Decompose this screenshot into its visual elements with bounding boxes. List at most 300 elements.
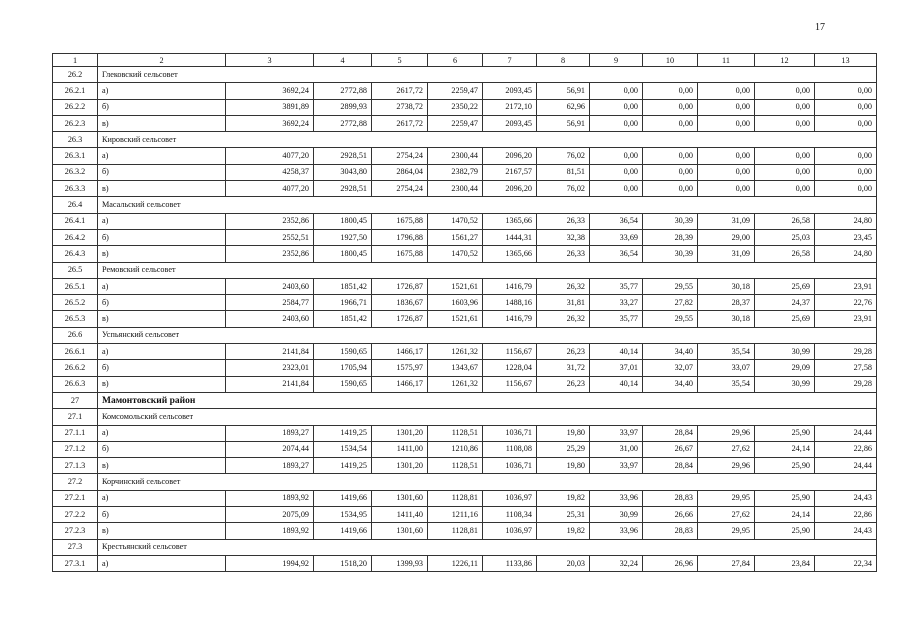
value-cell: 0,00 xyxy=(643,181,698,197)
value-cell: 0,00 xyxy=(755,83,815,99)
value-cell: 2899,93 xyxy=(314,99,372,115)
row-code: 26.2.2 xyxy=(53,99,98,115)
row-code: 26.2.1 xyxy=(53,83,98,99)
value-cell: 23,84 xyxy=(755,555,815,571)
column-number-row xyxy=(53,54,877,67)
row-variant-label: а) xyxy=(98,490,226,506)
value-cell: 2074,44 xyxy=(226,441,314,457)
row-code: 26.3.2 xyxy=(53,164,98,180)
value-cell: 26,96 xyxy=(643,555,698,571)
column-number-header: 1 xyxy=(53,54,98,67)
section-title: Успьянский сельсовет xyxy=(98,327,877,343)
value-cell: 35,77 xyxy=(590,311,643,327)
section-row xyxy=(53,539,877,555)
table-row xyxy=(53,278,877,294)
section-row xyxy=(53,327,877,343)
row-variant-label: а) xyxy=(98,278,226,294)
value-cell: 31,00 xyxy=(590,441,643,457)
value-cell: 81,51 xyxy=(537,164,590,180)
column-number-header: 13 xyxy=(815,54,877,67)
value-cell: 29,96 xyxy=(698,458,755,474)
column-number-header: 8 xyxy=(537,54,590,67)
value-cell: 4077,20 xyxy=(226,148,314,164)
value-cell: 0,00 xyxy=(590,115,643,131)
row-code: 27.1.2 xyxy=(53,441,98,457)
value-cell: 40,14 xyxy=(590,376,643,392)
value-cell: 1534,54 xyxy=(314,441,372,457)
column-number-header: 3 xyxy=(226,54,314,67)
value-cell: 22,76 xyxy=(815,295,877,311)
section-row xyxy=(53,474,877,490)
value-cell: 1211,16 xyxy=(428,507,483,523)
section-title: Корчинский сельсовет xyxy=(98,474,877,490)
value-cell: 34,40 xyxy=(643,376,698,392)
value-cell: 2403,60 xyxy=(226,278,314,294)
value-cell: 1301,20 xyxy=(372,425,428,441)
value-cell: 26,32 xyxy=(537,278,590,294)
value-cell: 4077,20 xyxy=(226,181,314,197)
table-row xyxy=(53,507,877,523)
value-cell: 24,14 xyxy=(755,507,815,523)
value-cell: 2754,24 xyxy=(372,181,428,197)
value-cell: 19,82 xyxy=(537,523,590,539)
value-cell: 25,90 xyxy=(755,458,815,474)
value-cell: 20,03 xyxy=(537,555,590,571)
value-cell: 0,00 xyxy=(815,99,877,115)
column-number-header: 9 xyxy=(590,54,643,67)
value-cell: 28,37 xyxy=(698,295,755,311)
section-row xyxy=(53,262,877,278)
value-cell: 1675,88 xyxy=(372,246,428,262)
row-code: 27.3.1 xyxy=(53,555,98,571)
row-code: 26.2 xyxy=(53,67,98,83)
value-cell: 0,00 xyxy=(815,164,877,180)
value-cell: 2300,44 xyxy=(428,148,483,164)
value-cell: 1893,27 xyxy=(226,425,314,441)
row-variant-label: б) xyxy=(98,99,226,115)
value-cell: 1411,00 xyxy=(372,441,428,457)
value-cell: 0,00 xyxy=(698,99,755,115)
value-cell: 24,80 xyxy=(815,213,877,229)
value-cell: 33,27 xyxy=(590,295,643,311)
value-cell: 0,00 xyxy=(590,83,643,99)
row-variant-label: а) xyxy=(98,555,226,571)
table-row xyxy=(53,376,877,392)
value-cell: 36,54 xyxy=(590,213,643,229)
section-title: Комсомольский сельсовет xyxy=(98,409,877,425)
section-title: Крестьянский сельсовет xyxy=(98,539,877,555)
value-cell: 1261,32 xyxy=(428,344,483,360)
table-row xyxy=(53,425,877,441)
value-cell: 0,00 xyxy=(590,181,643,197)
value-cell: 1365,66 xyxy=(483,246,537,262)
value-cell: 31,72 xyxy=(537,360,590,376)
row-code: 26.4.1 xyxy=(53,213,98,229)
value-cell: 19,80 xyxy=(537,458,590,474)
value-cell: 36,54 xyxy=(590,246,643,262)
value-cell: 1796,88 xyxy=(372,229,428,245)
value-cell: 1575,97 xyxy=(372,360,428,376)
value-cell: 1726,87 xyxy=(372,278,428,294)
value-cell: 0,00 xyxy=(698,83,755,99)
value-cell: 29,28 xyxy=(815,376,877,392)
value-cell: 33,96 xyxy=(590,490,643,506)
value-cell: 31,09 xyxy=(698,246,755,262)
value-cell: 23,91 xyxy=(815,278,877,294)
value-cell: 25,90 xyxy=(755,523,815,539)
value-cell: 0,00 xyxy=(590,148,643,164)
value-cell: 2552,51 xyxy=(226,229,314,245)
value-cell: 26,58 xyxy=(755,213,815,229)
row-code: 26.6.3 xyxy=(53,376,98,392)
value-cell: 25,69 xyxy=(755,311,815,327)
value-cell: 2172,10 xyxy=(483,99,537,115)
table-row xyxy=(53,83,877,99)
value-cell: 0,00 xyxy=(698,115,755,131)
row-code: 26.6.1 xyxy=(53,344,98,360)
table-row xyxy=(53,99,877,115)
value-cell: 25,90 xyxy=(755,425,815,441)
value-cell: 1603,96 xyxy=(428,295,483,311)
value-cell: 0,00 xyxy=(590,164,643,180)
value-cell: 35,54 xyxy=(698,376,755,392)
row-code: 26.6 xyxy=(53,327,98,343)
value-cell: 1893,92 xyxy=(226,490,314,506)
section-title: Мамонтовский район xyxy=(98,392,877,408)
value-cell: 1128,81 xyxy=(428,490,483,506)
value-cell: 31,09 xyxy=(698,213,755,229)
row-code: 26.5.3 xyxy=(53,311,98,327)
column-number-header: 12 xyxy=(755,54,815,67)
row-variant-label: в) xyxy=(98,115,226,131)
value-cell: 3692,24 xyxy=(226,83,314,99)
row-code: 27.2.1 xyxy=(53,490,98,506)
value-cell: 2772,88 xyxy=(314,115,372,131)
value-cell: 1521,61 xyxy=(428,278,483,294)
column-number-header: 4 xyxy=(314,54,372,67)
value-cell: 2141,84 xyxy=(226,376,314,392)
value-cell: 2382,79 xyxy=(428,164,483,180)
value-cell: 1851,42 xyxy=(314,311,372,327)
value-cell: 2928,51 xyxy=(314,181,372,197)
value-cell: 1470,52 xyxy=(428,213,483,229)
value-cell: 1226,11 xyxy=(428,555,483,571)
value-cell: 1521,61 xyxy=(428,311,483,327)
value-cell: 26,23 xyxy=(537,344,590,360)
section-row xyxy=(53,67,877,83)
value-cell: 1466,17 xyxy=(372,344,428,360)
value-cell: 29,96 xyxy=(698,425,755,441)
value-cell: 1534,95 xyxy=(314,507,372,523)
value-cell: 24,37 xyxy=(755,295,815,311)
value-cell: 30,99 xyxy=(755,376,815,392)
row-code: 26.2.3 xyxy=(53,115,98,131)
value-cell: 32,24 xyxy=(590,555,643,571)
value-cell: 2350,22 xyxy=(428,99,483,115)
value-cell: 25,69 xyxy=(755,278,815,294)
section-row xyxy=(53,132,877,148)
value-cell: 28,83 xyxy=(643,523,698,539)
value-cell: 0,00 xyxy=(755,181,815,197)
column-number-header: 11 xyxy=(698,54,755,67)
page-number: 17 xyxy=(815,22,825,33)
column-number-header: 10 xyxy=(643,54,698,67)
value-cell: 0,00 xyxy=(755,115,815,131)
table-row xyxy=(53,181,877,197)
value-cell: 30,39 xyxy=(643,246,698,262)
row-variant-label: в) xyxy=(98,181,226,197)
row-variant-label: б) xyxy=(98,360,226,376)
value-cell: 24,80 xyxy=(815,246,877,262)
value-cell: 1156,67 xyxy=(483,344,537,360)
value-cell: 30,39 xyxy=(643,213,698,229)
value-cell: 0,00 xyxy=(590,99,643,115)
value-cell: 2300,44 xyxy=(428,181,483,197)
value-cell: 26,33 xyxy=(537,246,590,262)
row-variant-label: б) xyxy=(98,229,226,245)
value-cell: 19,82 xyxy=(537,490,590,506)
value-cell: 1466,17 xyxy=(372,376,428,392)
column-number-header: 6 xyxy=(428,54,483,67)
table-row xyxy=(53,555,877,571)
value-cell: 0,00 xyxy=(815,148,877,164)
value-cell: 26,33 xyxy=(537,213,590,229)
table-row xyxy=(53,523,877,539)
value-cell: 25,29 xyxy=(537,441,590,457)
value-cell: 1365,66 xyxy=(483,213,537,229)
value-cell: 1966,71 xyxy=(314,295,372,311)
table-row xyxy=(53,246,877,262)
value-cell: 1411,40 xyxy=(372,507,428,523)
value-cell: 23,91 xyxy=(815,311,877,327)
row-variant-label: в) xyxy=(98,246,226,262)
value-cell: 1419,66 xyxy=(314,490,372,506)
value-cell: 0,00 xyxy=(643,115,698,131)
value-cell: 0,00 xyxy=(643,83,698,99)
value-cell: 4258,37 xyxy=(226,164,314,180)
value-cell: 37,01 xyxy=(590,360,643,376)
value-cell: 0,00 xyxy=(755,99,815,115)
value-cell: 29,00 xyxy=(698,229,755,245)
value-cell: 62,96 xyxy=(537,99,590,115)
value-cell: 2075,09 xyxy=(226,507,314,523)
value-cell: 2352,86 xyxy=(226,246,314,262)
value-cell: 33,97 xyxy=(590,425,643,441)
value-cell: 0,00 xyxy=(755,164,815,180)
value-cell: 33,07 xyxy=(698,360,755,376)
value-cell: 26,67 xyxy=(643,441,698,457)
value-cell: 1228,04 xyxy=(483,360,537,376)
value-cell: 1561,27 xyxy=(428,229,483,245)
value-cell: 1927,50 xyxy=(314,229,372,245)
value-cell: 1705,94 xyxy=(314,360,372,376)
value-cell: 1343,67 xyxy=(428,360,483,376)
value-cell: 2352,86 xyxy=(226,213,314,229)
value-cell: 3891,89 xyxy=(226,99,314,115)
value-cell: 1590,65 xyxy=(314,344,372,360)
value-cell: 0,00 xyxy=(643,164,698,180)
value-cell: 1800,45 xyxy=(314,213,372,229)
value-cell: 24,14 xyxy=(755,441,815,457)
row-variant-label: а) xyxy=(98,344,226,360)
value-cell: 1488,16 xyxy=(483,295,537,311)
value-cell: 1836,67 xyxy=(372,295,428,311)
value-cell: 28,83 xyxy=(643,490,698,506)
value-cell: 27,62 xyxy=(698,441,755,457)
value-cell: 1416,79 xyxy=(483,278,537,294)
value-cell: 1261,32 xyxy=(428,376,483,392)
row-code: 26.5.1 xyxy=(53,278,98,294)
value-cell: 2928,51 xyxy=(314,148,372,164)
value-cell: 1036,97 xyxy=(483,523,537,539)
value-cell: 29,95 xyxy=(698,523,755,539)
row-code: 27.3 xyxy=(53,539,98,555)
table-row xyxy=(53,164,877,180)
row-variant-label: б) xyxy=(98,164,226,180)
value-cell: 2772,88 xyxy=(314,83,372,99)
row-variant-label: в) xyxy=(98,523,226,539)
value-cell: 29,55 xyxy=(643,278,698,294)
value-cell: 22,86 xyxy=(815,507,877,523)
value-cell: 1419,25 xyxy=(314,425,372,441)
row-code: 27.1.3 xyxy=(53,458,98,474)
value-cell: 27,82 xyxy=(643,295,698,311)
value-cell: 76,02 xyxy=(537,181,590,197)
row-code: 26.4.3 xyxy=(53,246,98,262)
value-cell: 1210,86 xyxy=(428,441,483,457)
row-variant-label: б) xyxy=(98,441,226,457)
value-cell: 32,38 xyxy=(537,229,590,245)
value-cell: 0,00 xyxy=(643,99,698,115)
value-cell: 25,03 xyxy=(755,229,815,245)
value-cell: 1128,51 xyxy=(428,458,483,474)
value-cell: 2617,72 xyxy=(372,83,428,99)
section-title: Масальский сельсовет xyxy=(98,197,877,213)
value-cell: 29,55 xyxy=(643,311,698,327)
value-cell: 30,18 xyxy=(698,311,755,327)
table-row xyxy=(53,344,877,360)
value-cell: 26,32 xyxy=(537,311,590,327)
value-cell: 1036,71 xyxy=(483,425,537,441)
value-cell: 24,44 xyxy=(815,425,877,441)
row-code: 27.2.2 xyxy=(53,507,98,523)
value-cell: 0,00 xyxy=(698,181,755,197)
value-cell: 2259,47 xyxy=(428,83,483,99)
value-cell: 1108,08 xyxy=(483,441,537,457)
row-variant-label: б) xyxy=(98,507,226,523)
value-cell: 30,99 xyxy=(590,507,643,523)
value-cell: 2584,77 xyxy=(226,295,314,311)
row-code: 26.6.2 xyxy=(53,360,98,376)
value-cell: 26,23 xyxy=(537,376,590,392)
row-variant-label: а) xyxy=(98,213,226,229)
section-row xyxy=(53,409,877,425)
value-cell: 2096,20 xyxy=(483,181,537,197)
value-cell: 1156,67 xyxy=(483,376,537,392)
row-code: 27.1 xyxy=(53,409,98,425)
value-cell: 2738,72 xyxy=(372,99,428,115)
value-cell: 26,66 xyxy=(643,507,698,523)
table-row xyxy=(53,458,877,474)
value-cell: 2403,60 xyxy=(226,311,314,327)
value-cell: 27,62 xyxy=(698,507,755,523)
value-cell: 1301,20 xyxy=(372,458,428,474)
value-cell: 0,00 xyxy=(755,148,815,164)
table-body xyxy=(53,67,877,572)
value-cell: 27,58 xyxy=(815,360,877,376)
row-code: 27 xyxy=(53,392,98,408)
value-cell: 1301,60 xyxy=(372,490,428,506)
value-cell: 23,45 xyxy=(815,229,877,245)
value-cell: 33,96 xyxy=(590,523,643,539)
table-row xyxy=(53,115,877,131)
section-row xyxy=(53,197,877,213)
row-variant-label: а) xyxy=(98,148,226,164)
row-code: 26.4.2 xyxy=(53,229,98,245)
value-cell: 1851,42 xyxy=(314,278,372,294)
column-number-header: 5 xyxy=(372,54,428,67)
value-cell: 2096,20 xyxy=(483,148,537,164)
row-variant-label: в) xyxy=(98,376,226,392)
value-cell: 1301,60 xyxy=(372,523,428,539)
value-cell: 76,02 xyxy=(537,148,590,164)
value-cell: 33,69 xyxy=(590,229,643,245)
value-cell: 30,18 xyxy=(698,278,755,294)
value-cell: 1133,86 xyxy=(483,555,537,571)
table-row xyxy=(53,441,877,457)
value-cell: 35,54 xyxy=(698,344,755,360)
value-cell: 1108,34 xyxy=(483,507,537,523)
table-row xyxy=(53,295,877,311)
value-cell: 2167,57 xyxy=(483,164,537,180)
value-cell: 1893,27 xyxy=(226,458,314,474)
value-cell: 2093,45 xyxy=(483,83,537,99)
value-cell: 0,00 xyxy=(698,148,755,164)
value-cell: 1590,65 xyxy=(314,376,372,392)
value-cell: 56,91 xyxy=(537,115,590,131)
row-code: 27.2 xyxy=(53,474,98,490)
value-cell: 0,00 xyxy=(815,181,877,197)
value-cell: 1800,45 xyxy=(314,246,372,262)
value-cell: 1128,81 xyxy=(428,523,483,539)
value-cell: 2093,45 xyxy=(483,115,537,131)
value-cell: 28,39 xyxy=(643,229,698,245)
value-cell: 1036,71 xyxy=(483,458,537,474)
value-cell: 24,44 xyxy=(815,458,877,474)
section-row xyxy=(53,392,877,408)
value-cell: 1399,93 xyxy=(372,555,428,571)
section-title: Глековский сельсовет xyxy=(98,67,877,83)
row-code: 26.5.2 xyxy=(53,295,98,311)
row-code: 26.4 xyxy=(53,197,98,213)
row-code: 26.3.3 xyxy=(53,181,98,197)
value-cell: 32,07 xyxy=(643,360,698,376)
column-number-header: 2 xyxy=(98,54,226,67)
value-cell: 31,81 xyxy=(537,295,590,311)
table-row xyxy=(53,490,877,506)
value-cell: 2754,24 xyxy=(372,148,428,164)
column-number-header: 7 xyxy=(483,54,537,67)
value-cell: 0,00 xyxy=(698,164,755,180)
value-cell: 1419,66 xyxy=(314,523,372,539)
value-cell: 24,43 xyxy=(815,490,877,506)
row-variant-label: а) xyxy=(98,425,226,441)
value-cell: 1470,52 xyxy=(428,246,483,262)
table-row xyxy=(53,148,877,164)
value-cell: 1675,88 xyxy=(372,213,428,229)
value-cell: 28,84 xyxy=(643,425,698,441)
value-cell: 1444,31 xyxy=(483,229,537,245)
